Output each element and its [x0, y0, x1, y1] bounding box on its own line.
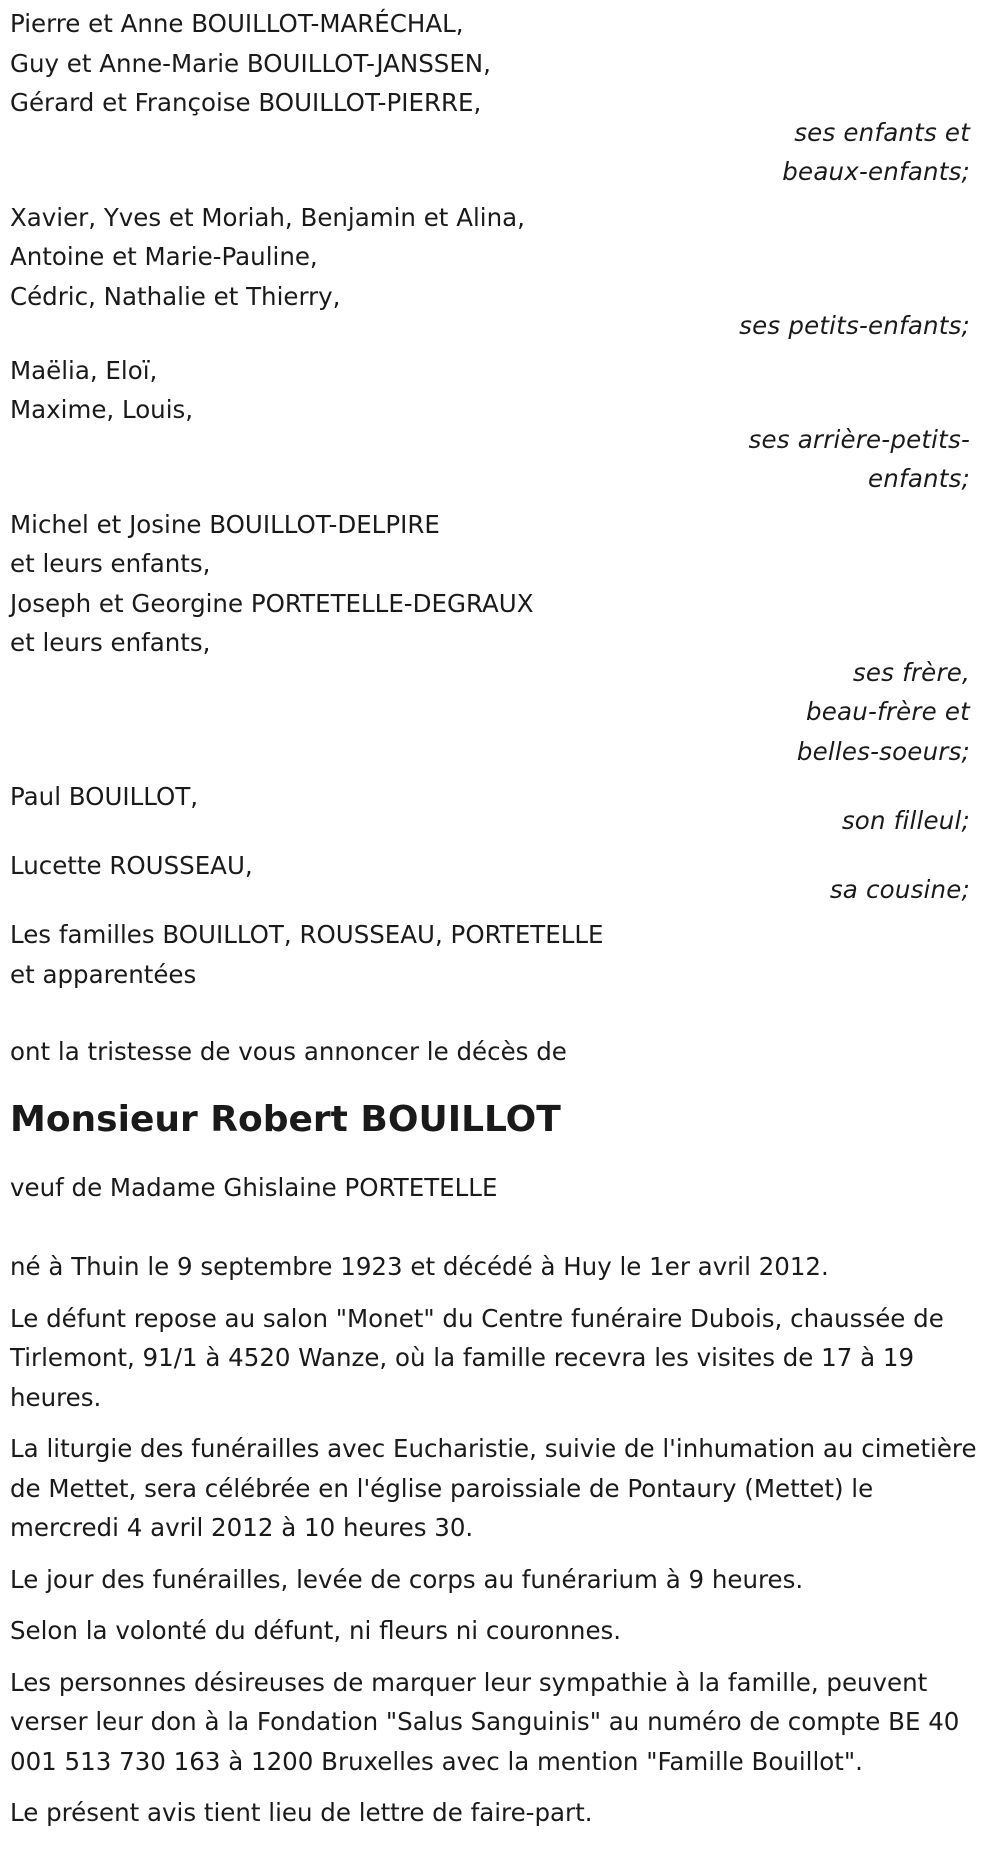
family-name-line: Michel et Josine BOUILLOT-DELPIRE	[10, 509, 440, 539]
family-name-line: et leurs enfants,	[10, 549, 211, 578]
family-name-line: et apparentées	[10, 959, 197, 989]
family-name-line: Guy et Anne-Marie BOUILLOT-JANSSEN,	[10, 48, 491, 78]
deceased-name: Monsieur Robert BOUILLOT	[10, 1098, 561, 1140]
relation-line: enfants;	[868, 464, 970, 493]
names-list	[10, 915, 710, 994]
family-group-great-grandchildren	[10, 351, 970, 499]
donation-paragraph: Les personnes désireuses de marquer leur sympathie à la famille, peuvent verser leur don à la Fondation "Salus Sanguinis" au numéro de compte BE 40 001 513 730 163 à 1200 Bruxelles avec la mention "Famille Bouillot".	[10, 1667, 960, 1776]
flowers-paragraph: Selon la volonté du défunt, ni fleurs ni couronnes.	[10, 1616, 622, 1645]
family-name-line: Maëlia, Eloï,	[10, 355, 158, 385]
relation-line: ses enfants et	[794, 117, 970, 147]
widow-line: veuf de Madame Ghislaine PORTETELLE	[10, 1172, 498, 1202]
names-list	[10, 505, 710, 663]
names-list	[10, 777, 710, 817]
family-group-siblings	[10, 505, 970, 772]
relation-label	[680, 801, 970, 841]
family-group-godson	[10, 777, 970, 840]
viewing-paragraph: Le défunt repose au salon "Monet" du Centre funéraire Dubois, chaussée de Tirlemont, 91/1 à 4520 Wanze, où la famille recevra les visites de 17 à 19 heures.	[10, 1303, 944, 1412]
family-name-line: Maxime, Louis,	[10, 395, 194, 424]
procession-paragraph: Le jour des funérailles, levée de corps au funérarium à 9 heures.	[10, 1564, 804, 1594]
family-name-line: et leurs enfants,	[10, 628, 211, 657]
relation-label	[680, 306, 970, 346]
birth-death-paragraph: né à Thuin le 9 septembre 1923 et décédé à Huy le 1er avril 2012.	[10, 1252, 829, 1281]
family-group-cousin	[10, 846, 970, 909]
relation-line: beaux-enfants;	[782, 157, 970, 186]
relation-line: sa cousine;	[829, 874, 970, 904]
relation-line: beau-frère et	[806, 697, 970, 726]
family-group-grandchildren	[10, 198, 970, 346]
relation-line: ses arrière-petits-	[748, 424, 970, 454]
relation-line: ses frère,	[852, 657, 970, 687]
names-list	[10, 846, 710, 886]
relation-line: ses petits-enfants;	[739, 311, 970, 340]
family-name-line: Les familles BOUILLOT, ROUSSEAU, PORTETELLE	[10, 920, 604, 949]
family-group-children	[10, 4, 970, 192]
family-name-line: Antoine et Marie-Pauline,	[10, 242, 318, 271]
family-name-line: Cédric, Nathalie et Thierry,	[10, 281, 341, 311]
family-name-line: Xavier, Yves et Moriah, Benjamin et Alina,	[10, 202, 525, 232]
family-name-line: Lucette ROUSSEAU,	[10, 851, 253, 880]
family-name-line: Gérard et Françoise BOUILLOT-PIERRE,	[10, 88, 482, 117]
relation-line: son filleul;	[841, 805, 970, 835]
family-group-families	[10, 915, 970, 994]
names-list	[10, 351, 710, 430]
closing-paragraph: Le présent avis tient lieu de lettre de faire-part.	[10, 1798, 593, 1827]
relation-label	[680, 870, 970, 910]
names-list	[10, 4, 710, 123]
names-list	[10, 198, 710, 317]
family-name-line: Paul BOUILLOT,	[10, 782, 199, 811]
relation-label	[680, 420, 970, 499]
funeral-paragraph: La liturgie des funérailles avec Eucharistie, suivie de l'inhumation au cimetière de Mettet, sera célébrée en l'église paroissiale de Pontaury (Mettet) le mercredi 4 avril 2012 à 10 heures 30.	[10, 1434, 977, 1542]
family-name-line: Pierre et Anne BOUILLOT-MARÉCHAL,	[10, 9, 464, 38]
relation-line: belles-soeurs;	[796, 736, 970, 766]
family-name-line: Joseph et Georgine PORTETELLE-DEGRAUX	[10, 588, 534, 618]
announcement-text: ont la tristesse de vous annoncer le décès de	[10, 1037, 567, 1066]
relation-label	[680, 653, 970, 772]
relation-label	[680, 113, 970, 192]
